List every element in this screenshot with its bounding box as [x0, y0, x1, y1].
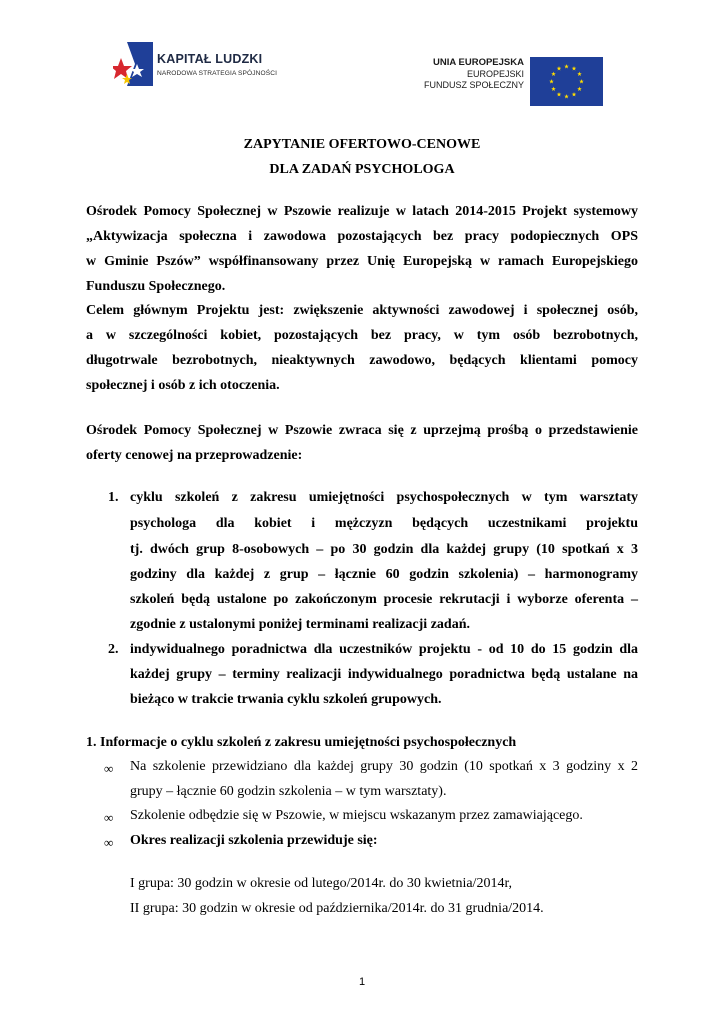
goal-line-2: a w szczególności kobiet, pozostających bez pracy, w tym osób bezrobotnych, — [86, 328, 638, 343]
item1-line-5: szkoleń będą ustalone po zakończonym procesie rekrutacji i wyborze oferenta – — [130, 592, 638, 607]
document-title-line2: DLA ZADAŃ PSYCHOLOGA — [269, 162, 455, 177]
item2-line-2: każdej grupy – terminy realizacji indywidualnego poradnictwa będą ustalane na — [130, 667, 638, 682]
intro-line-4: Funduszu Społecznego. — [86, 279, 226, 294]
page-number: 1 — [358, 976, 366, 988]
intro-line-3: w Gminie Pszów” współfinansowany przez Unię Europejską w ramach Europejskiego — [86, 254, 638, 269]
eu-line1: UNIA EUROPEJSKA — [433, 57, 524, 68]
request-line-1: Ośrodek Pomocy Społecznej w Pszowie zwraca się z uprzejmą prośbą o przedstawienie — [86, 423, 638, 438]
group2-period: II grupa: 30 godzin w okresie od października/2014r. do 31 grudnia/2014. — [130, 901, 544, 916]
bullet-1-line-2: grupy – łącznie 60 godzin szkolenia – w tym warsztaty). — [130, 784, 447, 799]
goal-line-3: długotrwale bezrobotnych, nieaktywnych zawodowo, będących klientami pomocy — [86, 353, 638, 368]
bullet-3-symbol: ∞ — [104, 835, 114, 850]
bullet-1-line-1: Na szkolenie przewidziano dla każdej grupy 30 godzin (10 spotkań x 3 godziny x 2 — [130, 759, 638, 774]
item1-line-4: godziny dla każdej z grup – łącznie 60 godzin szkolenia) – harmonogramy — [130, 567, 638, 582]
item2-line-1: indywidualnego poradnictwa dla uczestników projektu - od 10 do 15 godzin dla — [130, 642, 638, 657]
goal-line-1: Celem głównym Projektu jest: zwiększenie aktywności zawodowej i społecznej osób, — [86, 303, 638, 318]
intro-line-2: „Aktywizacja społeczna i zawodowa pozostających bez pracy podopiecznych OPS — [86, 229, 638, 244]
kapital-ludzki-emblem-icon — [113, 40, 155, 88]
goal-line-4: społecznej i osób z ich otoczenia. — [86, 378, 280, 393]
bullet-2-symbol: ∞ — [104, 810, 114, 825]
request-line-2: oferty cenowej na przeprowadzenie: — [86, 448, 303, 463]
group1-period: I grupa: 30 godzin w okresie od lutego/2014r. do 30 kwietnia/2014r, — [130, 876, 513, 891]
item2-number: 2. — [108, 642, 119, 657]
eu-logo-text — [408, 57, 524, 103]
item1-line-2: psychologa dla kobiet i mężczyzn będących uczestnikami projektu — [130, 516, 638, 531]
eu-line2: EUROPEJSKI — [466, 68, 524, 79]
item2-line-3: bieżąco w trakcie trwania cyklu szkoleń grupowych. — [130, 692, 442, 707]
kapital-ludzki-logo — [113, 40, 313, 88]
item1-number: 1. — [108, 490, 119, 505]
bullet-3-line-1: Okres realizacji szkolenia przewiduje się: — [130, 833, 378, 848]
eu-logo — [408, 45, 603, 107]
section1-heading: 1. Informacje o cyklu szkoleń z zakresu umiejętności psychospołecznych — [86, 735, 517, 750]
intro-line-1: Ośrodek Pomocy Społecznej w Pszowie realizuje w latach 2014-2015 Projekt systemowy — [86, 204, 638, 219]
bullet-2-line-1: Szkolenie odbędzie się w Pszowie, w miejscu wskazanym przez zamawiającego. — [130, 808, 583, 823]
item1-line-1: cyklu szkoleń z zakresu umiejętności psychospołecznych w tym warsztaty — [130, 490, 638, 505]
item1-line-6: zgodnie z ustalonymi poniżej terminami realizacji zadań. — [130, 617, 470, 632]
item1-line-3: tj. dwóch grup 8-osobowych – po 30 godzin dla każdej grupy (10 spotkań x 3 — [130, 542, 638, 557]
kapital-ludzki-title: KAPITAŁ LUDZKI — [157, 52, 263, 66]
bullet-1-symbol: ∞ — [104, 761, 114, 776]
eu-flag-icon — [530, 57, 603, 106]
eu-line3: FUNDUSZ SPOŁECZNY — [423, 80, 524, 90]
document-title-line1: ZAPYTANIE OFERTOWO-CENOWE — [243, 137, 481, 152]
kapital-ludzki-subtitle: NARODOWA STRATEGIA SPÓJNOŚCI — [157, 70, 278, 77]
